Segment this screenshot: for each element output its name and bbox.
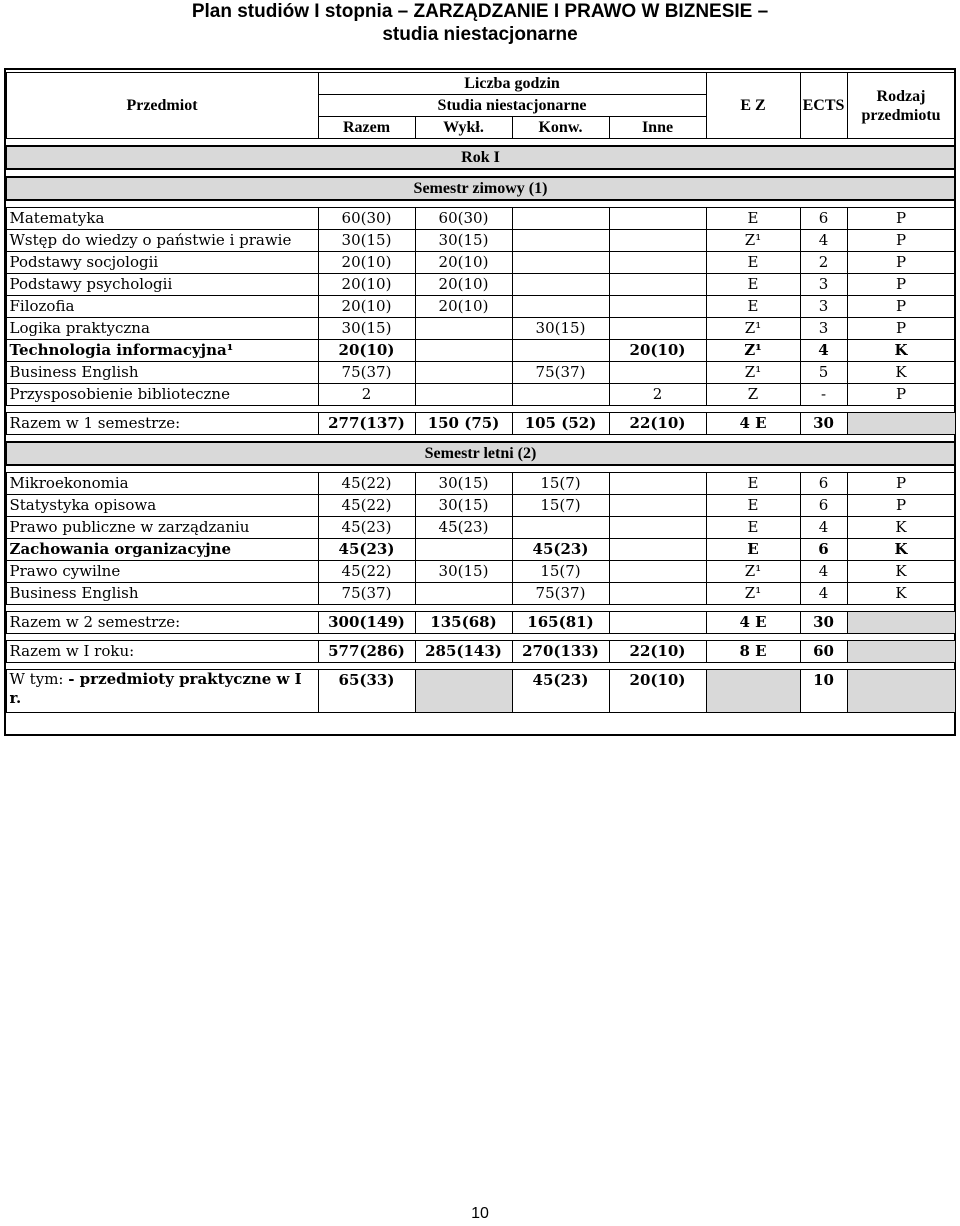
cell-inne: 20(10) [609,340,706,362]
cell-inne: 22(10) [609,413,706,435]
cell-konw [512,340,609,362]
cell-name: Statystyka opisowa [6,495,318,517]
cell-ez: Z¹ [706,583,800,605]
header-liczba-godzin: Liczba godzin [318,73,706,95]
cell-rodzaj: K [847,340,955,362]
cell-inne: 2 [609,384,706,406]
cell-konw [512,208,609,230]
document-title: Plan studiów I stopnia – ZARZĄDZANIE I PRAWO W BIZNESIE – [191,1,769,22]
cell-ects: 30 [800,413,847,435]
cell-ects: 6 [800,495,847,517]
cell-razem: 45(23) [318,539,415,561]
cell-razem: 45(22) [318,561,415,583]
table-row [6,274,955,296]
cell-razem: 45(22) [318,495,415,517]
table-row [6,208,955,230]
cell-name: Prawo publiczne w zarządzaniu [6,517,318,539]
semester-2-band: Semestr letni (2) [6,442,955,465]
cell-konw: 15(7) [512,495,609,517]
table-row [6,517,955,539]
cell-name: Logika praktyczna [6,318,318,340]
cell-ects: 4 [800,517,847,539]
cell-razem: 45(22) [318,473,415,495]
cell-razem: 60(30) [318,208,415,230]
cell-name: Mikroekonomia [6,473,318,495]
cell-rodzaj: P [847,252,955,274]
cell-rodzaj: K [847,583,955,605]
practical-label: - przedmioty praktyczne w I r. [9,670,302,707]
study-plan-table [5,72,956,713]
cell-ez: Z¹ [706,230,800,252]
cell-rodzaj: P [847,230,955,252]
cell-razem: 45(23) [318,517,415,539]
cell-name: Business English [6,583,318,605]
cell-ez: E [706,274,800,296]
cell-wykl: 60(30) [415,208,512,230]
document-subtitle: studia niestacjonarne [382,24,578,45]
cell-konw: 165(81) [512,612,609,634]
cell-razem: 20(10) [318,252,415,274]
cell-inne [609,473,706,495]
cell-inne [609,612,706,634]
cell-rodzaj [847,413,955,435]
cell-ects: 30 [800,612,847,634]
cell-rodzaj [847,641,955,663]
header-konw: Konw. [512,117,609,139]
cell-ez: Z [706,384,800,406]
table-row [6,362,955,384]
cell-rodzaj: K [847,517,955,539]
cell-wykl: 30(15) [415,495,512,517]
summary-row [6,612,955,634]
cell-konw [512,384,609,406]
cell-inne: 20(10) [609,670,706,713]
cell-ects: 4 [800,340,847,362]
table-row [6,583,955,605]
cell-konw [512,296,609,318]
cell-rodzaj: K [847,561,955,583]
practical-prefix: W tym: [9,670,69,688]
table-row [6,318,955,340]
cell-ects: 5 [800,362,847,384]
cell-ez: Z¹ [706,561,800,583]
cell-ez: 4 E [706,612,800,634]
cell-razem: 20(10) [318,274,415,296]
cell-name [6,670,318,713]
cell-wykl: 30(15) [415,561,512,583]
cell-konw [512,230,609,252]
cell-razem: 20(10) [318,340,415,362]
cell-ects: 10 [800,670,847,713]
cell-konw [512,252,609,274]
cell-rodzaj: P [847,384,955,406]
cell-wykl: 30(15) [415,473,512,495]
table-row [6,340,955,362]
table-row [6,230,955,252]
cell-name: Podstawy socjologii [6,252,318,274]
header-wykl: Wykł. [415,117,512,139]
cell-inne: 22(10) [609,641,706,663]
page-number: 10 [471,1205,489,1222]
cell-name: Razem w 2 semestrze: [6,612,318,634]
practical-row [6,670,955,713]
cell-wykl [415,362,512,384]
cell-ects: 6 [800,208,847,230]
header-razem: Razem [318,117,415,139]
cell-wykl [415,318,512,340]
cell-razem: 65(33) [318,670,415,713]
cell-rodzaj [847,612,955,634]
header-studia: Studia niestacjonarne [318,95,706,117]
cell-inne [609,495,706,517]
cell-ects: 4 [800,230,847,252]
header-rodzaj: Rodzaj przedmiotu [847,73,955,139]
cell-ez: Z¹ [706,362,800,384]
year-band: Rok I [6,146,955,169]
cell-wykl [415,583,512,605]
summary-row [6,413,955,435]
cell-name: Razem w I roku: [6,641,318,663]
cell-konw: 15(7) [512,561,609,583]
cell-konw [512,274,609,296]
cell-razem: 20(10) [318,296,415,318]
cell-rodzaj: K [847,362,955,384]
cell-inne [609,208,706,230]
cell-rodzaj: K [847,539,955,561]
semester-1-band: Semestr zimowy (1) [6,177,955,200]
cell-name: Podstawy psychologii [6,274,318,296]
cell-inne [609,561,706,583]
cell-wykl [415,340,512,362]
cell-ects: 3 [800,274,847,296]
cell-razem: 30(15) [318,318,415,340]
header-ez: E Z [706,73,800,139]
cell-wykl: 30(15) [415,230,512,252]
cell-inne [609,230,706,252]
cell-wykl: 135(68) [415,612,512,634]
cell-ez: E [706,252,800,274]
cell-ez: E [706,296,800,318]
table-row [6,495,955,517]
cell-wykl [415,670,512,713]
cell-rodzaj: P [847,208,955,230]
cell-ez: E [706,473,800,495]
cell-razem: 577(286) [318,641,415,663]
header-przedmiot: Przedmiot [6,73,318,139]
cell-inne [609,517,706,539]
cell-razem: 277(137) [318,413,415,435]
cell-rodzaj: P [847,473,955,495]
cell-name: Matematyka [6,208,318,230]
cell-ez: E [706,539,800,561]
cell-rodzaj: P [847,274,955,296]
cell-konw: 270(133) [512,641,609,663]
cell-inne [609,252,706,274]
cell-name: Zachowania organizacyjne [6,539,318,561]
cell-konw: 45(23) [512,539,609,561]
cell-ects: 4 [800,583,847,605]
cell-konw: 75(37) [512,362,609,384]
cell-konw: 45(23) [512,670,609,713]
cell-wykl: 150 (75) [415,413,512,435]
cell-inne [609,583,706,605]
cell-ects: 3 [800,318,847,340]
cell-ez: Z¹ [706,340,800,362]
cell-ez: 4 E [706,413,800,435]
cell-ects: 6 [800,539,847,561]
cell-wykl: 45(23) [415,517,512,539]
summary-row [6,641,955,663]
cell-ects: 60 [800,641,847,663]
cell-ez [706,670,800,713]
cell-wykl: 20(10) [415,252,512,274]
cell-rodzaj [847,670,955,713]
cell-konw: 75(37) [512,583,609,605]
cell-wykl: 20(10) [415,274,512,296]
cell-razem: 30(15) [318,230,415,252]
cell-rodzaj: P [847,318,955,340]
cell-ez: Z¹ [706,318,800,340]
cell-rodzaj: P [847,296,955,318]
cell-wykl: 285(143) [415,641,512,663]
cell-name: Filozofia [6,296,318,318]
cell-inne [609,274,706,296]
cell-ects: - [800,384,847,406]
cell-ects: 4 [800,561,847,583]
cell-rodzaj: P [847,495,955,517]
cell-razem: 2 [318,384,415,406]
cell-name: Przysposobienie biblioteczne [6,384,318,406]
cell-konw [512,517,609,539]
cell-inne [609,539,706,561]
cell-ects: 2 [800,252,847,274]
table-row [6,561,955,583]
cell-wykl: 20(10) [415,296,512,318]
cell-wykl [415,539,512,561]
cell-ez: E [706,208,800,230]
cell-ects: 6 [800,473,847,495]
cell-inne [609,362,706,384]
table-row [6,384,955,406]
table-row [6,252,955,274]
cell-razem: 300(149) [318,612,415,634]
cell-razem: 75(37) [318,583,415,605]
header-ects: ECTS [800,73,847,139]
cell-inne [609,296,706,318]
cell-ez: E [706,495,800,517]
cell-wykl [415,384,512,406]
table-row [6,296,955,318]
cell-ez: 8 E [706,641,800,663]
cell-name: Business English [6,362,318,384]
table-row [6,539,955,561]
cell-konw: 105 (52) [512,413,609,435]
cell-inne [609,318,706,340]
cell-name: Razem w 1 semestrze: [6,413,318,435]
cell-name: Technologia informacyjna¹ [6,340,318,362]
cell-ez: E [706,517,800,539]
table-row [6,473,955,495]
cell-ects: 3 [800,296,847,318]
cell-razem: 75(37) [318,362,415,384]
cell-name: Wstęp do wiedzy o państwie i prawie [6,230,318,252]
cell-name: Prawo cywilne [6,561,318,583]
header-inne: Inne [609,117,706,139]
cell-konw: 15(7) [512,473,609,495]
cell-konw: 30(15) [512,318,609,340]
